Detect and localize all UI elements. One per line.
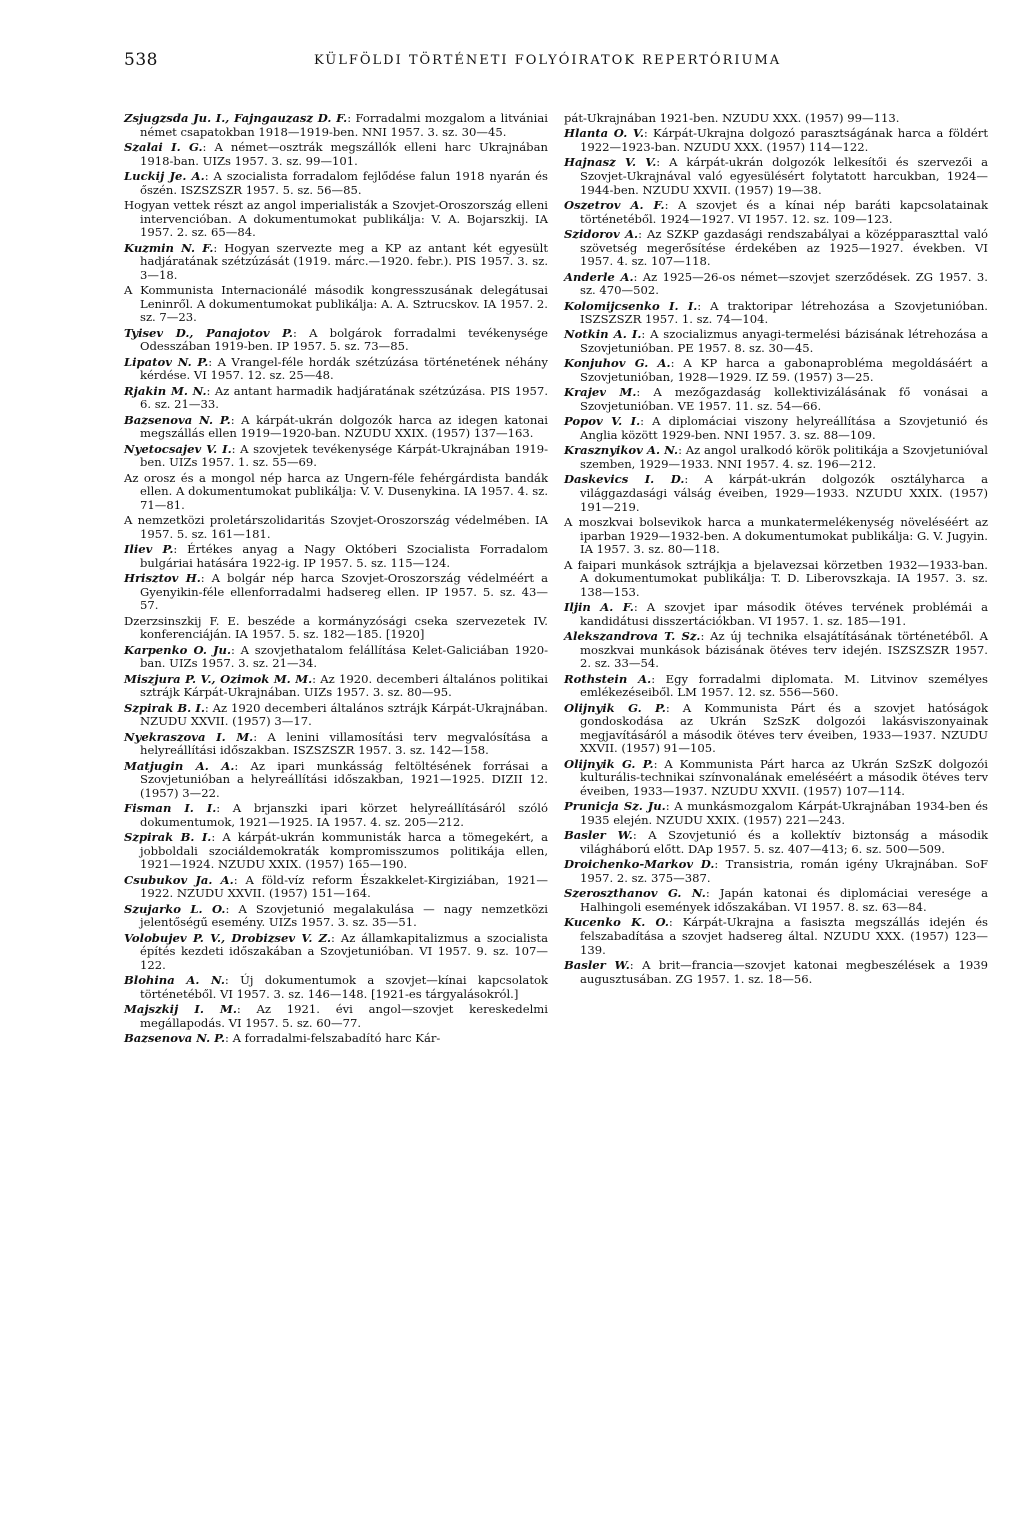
- entry-author: Szujarko L. O.: [124, 901, 226, 916]
- entry-text: Az orosz és a mongol nép harca az Ungern-féle fehérgárdista bandák ellen. A dokumentumokat publikálja: V. V. Dusenykina. IA 1957. 4. sz. 71—81.: [124, 470, 548, 512]
- entry-text: : Új dokumentumok a szovjet—kínai kapcsolatok történetéből. VI 1957. 3. sz. 146—148. [1921-es tárgyalásokról.]: [140, 973, 548, 1001]
- right-column: [564, 112, 988, 988]
- entry-author: Krajev M.: [564, 385, 637, 400]
- entry-text: : A szocializmus anyagi-termelési bázisának létrehozása a Szovjetunióban. PE 1957. 8. sz. 30—45.: [580, 327, 988, 356]
- entry-author: Volobujev P. V., Drobizsev V. Z.: [124, 930, 331, 945]
- entry-author: Iliev P.: [124, 542, 174, 557]
- left-column: [124, 112, 548, 1048]
- bibliography-entry: [564, 601, 988, 628]
- bibliography-entry: [564, 858, 988, 885]
- entry-author: Anderle A.: [564, 269, 634, 284]
- bibliography-entry: [564, 559, 988, 600]
- bibliography-entry: [124, 112, 548, 139]
- page-header: [124, 50, 904, 74]
- entry-text: : A brit—francia—szovjet katonai megbeszélések a 1939 augusztusában. ZG 1957. 1. sz. 18—56.: [580, 957, 989, 986]
- bibliography-entry: [124, 284, 548, 325]
- entry-text: : A lenini villamosítási terv megvalósítása a helyreállítási időszakban. ISZSZSZR 1957. 3. sz. 142—158.: [140, 729, 549, 758]
- bibliography-entry: [564, 112, 988, 126]
- bibliography-entry: [124, 414, 548, 441]
- bibliography-entry: [124, 644, 548, 671]
- bibliography-entry: [564, 328, 988, 355]
- bibliography-entry: [564, 702, 988, 756]
- entry-text: Hogyan vettek részt az angol imperialisták a Szovjet-Oroszország elleni intervencióban. A dokumentumokat publikálja: V. A. Bojarszkij. IA 1957. 2. sz. 65—84.: [124, 197, 548, 240]
- entry-text: : Forradalmi mozgalom a litvániai német csapatokban 1918—1919-ben. NNI 1957. 3. sz. 30—45.: [140, 111, 548, 139]
- bibliography-entry: [564, 156, 988, 197]
- bibliography-entry: [564, 300, 988, 327]
- entry-text: : Kárpát-Ukrajna a fasiszta megszállás idején és felszabadítása a szovjet hadsereg által. NZUDU XXX. (1957) 123—139.: [580, 915, 989, 957]
- entry-text: : A föld-víz reform Északkelet-Kirgiziában, 1921—1922. NZUDU XXVII. (1957) 151—164.: [140, 872, 548, 901]
- entry-text: A nemzetközi proletárszolidaritás Szovjet-Oroszország védelmében. IA 1957. 5. sz. 161—181.: [124, 513, 548, 541]
- bibliography-entry: [564, 271, 988, 298]
- entry-author: Iljin A. F.: [564, 600, 634, 615]
- bibliography-entry: [124, 472, 548, 513]
- entry-author: Hlanta O. V.: [564, 126, 644, 141]
- entry-author: Hrisztov H.: [124, 571, 201, 586]
- bibliography-entry: [124, 974, 548, 1001]
- entry-text: : Az 1920 decemberi általános sztrájk Kárpát-Ukrajnában. NZUDU XXVII. (1957) 3—17.: [140, 700, 548, 729]
- entry-text: : A KP harca a gabonaprobléma megoldásáért a Szovjetunióban, 1928—1929. IZ 59. (1957) 3—25.: [580, 356, 988, 385]
- bibliography-entry: [564, 758, 988, 799]
- entry-text: : Az ipari munkásság feltöltésének forrásai a Szovjetunióban a helyreállítási időszakban, 1921—1925. DIZII 12. (1957) 3—22.: [140, 758, 548, 800]
- entry-author: Konjuhov G. A.: [564, 356, 671, 371]
- entry-text: : A diplomáciai viszony helyreállítása a Szovjetunió és Anglia között 1929-ben. NNI 1957. 3. sz. 88—109.: [580, 414, 988, 443]
- bibliography-entry: [564, 916, 988, 957]
- entry-author: Szeroszthanov G. N.: [564, 886, 706, 901]
- bibliography-entry: [124, 327, 548, 354]
- bibliography-entry: [124, 356, 548, 383]
- entry-author: Csubukov Ja. A.: [124, 872, 234, 887]
- entry-text: : A bolgár nép harca Szovjet-Oroszország védelméért a Gyenyikin-féle ellenforradalmi hadsereg ellen. IP 1957. 5. sz. 43—57.: [140, 571, 549, 613]
- entry-author: Daskevics I. D.: [564, 472, 685, 487]
- bibliography-entry: [124, 543, 548, 570]
- bibliography-entry: [124, 170, 548, 197]
- bibliography-entry: [124, 903, 548, 930]
- entry-text: : A szovjetek tevékenysége Kárpát-Ukrajnában 1919-ben. UIZs 1957. 1. sz. 55—69.: [140, 441, 548, 470]
- entry-author: Rjakin M. N.: [124, 383, 207, 398]
- bibliography-entry: [124, 1032, 548, 1046]
- entry-text: A moszkvai bolsevikok harca a munkatermelékenység növeléséért az iparban 1929—1932-ben. A dokumentumokat publikálja: G. V. Jugyin. IA 1957. 3. sz. 80—118.: [564, 514, 988, 557]
- entry-author: Olijnyik G. P.: [564, 700, 666, 715]
- entry-text: : A traktoripar létrehozása a Szovjetunióban. ISZSZSZR 1957. 1. sz. 74—104.: [580, 298, 988, 327]
- bibliography-entry: [564, 630, 988, 671]
- entry-author: Nyekraszova I. M.: [124, 729, 254, 744]
- bibliography-entry: [564, 444, 988, 471]
- entry-text: : Japán katonai és diplomáciai veresége a Halhingoli események időszakában. VI 1957. 8. sz. 63—84.: [580, 886, 989, 914]
- entry-author: Lipatov N. P.: [124, 354, 209, 369]
- entry-text: : A szovjet ipar második ötéves tervének problémái a kandidátusi disszertációkban. VI 1957. 1. sz. 185—191.: [580, 600, 988, 628]
- bibliography-entry: [124, 199, 548, 240]
- entry-author: Tyisev D., Panajotov P.: [124, 325, 293, 340]
- bibliography-entry: [564, 887, 988, 914]
- entry-text: : Az 1925—26-os német—szovjet szerződések. ZG 1957. 3. sz. 470—502.: [580, 269, 988, 298]
- page-number: 538: [124, 50, 158, 70]
- entry-text: : Az államkapitalizmus a szocialista építés kezdeti időszakában a Szovjetunióban. VI 1957. 9. sz. 107—122.: [140, 930, 548, 972]
- entry-author: Droichenko-Markov D.: [564, 857, 715, 872]
- entry-author: Kuzmin N. F.: [124, 240, 214, 255]
- entry-author: Majszkij I. M.: [124, 1002, 237, 1017]
- entry-text: A faipari munkások sztrájkja a bjelavezsai körzetben 1932—1933-ban. A dokumentumokat publikálja: T. D. Liberovszkaja. IA 1957. 3. sz. 138—153.: [564, 557, 988, 599]
- entry-author: Rothstein A.: [564, 671, 652, 686]
- entry-author: Szpirak B. I.: [124, 700, 205, 715]
- entry-text: : Az 1920. decemberi általános politikai sztrájk Kárpát-Ukrajnában. UIZs 1957. 3. sz. 80—95.: [140, 671, 548, 700]
- bibliography-entry: [564, 673, 988, 700]
- entry-author: Luckij Je. A.: [124, 168, 205, 183]
- entry-text: : A bolgárok forradalmi tevékenysége Odesszában 1919-ben. IP 1957. 5. sz. 73—85.: [140, 325, 548, 354]
- entry-author: Notkin A. I.: [564, 327, 642, 342]
- entry-text: : A német—osztrák megszállók elleni harc Ukrajnában 1918-ban. UIZs 1957. 3. sz. 99—101.: [140, 139, 548, 168]
- bibliography-entry: [564, 127, 988, 154]
- bibliography-entry: [124, 673, 548, 700]
- entry-author: Bazsenova N. P.: [124, 412, 231, 427]
- entry-author: Karpenko O. Ju.: [124, 642, 231, 657]
- bibliography-entry: [124, 1003, 548, 1030]
- entry-author: Matjugin A. A.: [124, 758, 235, 773]
- bibliography-entry: [564, 516, 988, 557]
- entry-text: : A kárpát-ukrán kommunisták harca a tömegekért, a jobboldali szociáldemokraták kompromisszumos politikája ellen, 1921—1924. NZUDU XXIX. (1957) 165—190.: [140, 830, 548, 872]
- entry-text: pát-Ukrajnában 1921-ben. NZUDU XXX. (1957) 99—113.: [564, 111, 900, 125]
- entry-author: Bazsenova N. P.: [124, 1031, 226, 1046]
- entry-author: Zsjugzsda Ju. I., Fajngauzasz D. F.: [124, 111, 348, 125]
- entry-text: : A Kommunista Párt és a szovjet hatóságok gondoskodása az Ukrán SzSzK dolgozói lakásviszonyainak megjavításáról a második ötéves terv éveiben, 1933—1937. NZUDU XXVII. (1957) 91—105.: [580, 700, 988, 756]
- bibliography-entry: [124, 572, 548, 613]
- bibliography-entry: [564, 473, 988, 514]
- entry-text: : A Szovjetunió és a kollektív biztonság a második világháború előtt. DAp 1957. 5. sz. 407—413; 6. sz. 500—509.: [580, 828, 988, 857]
- entry-author: Popov V. I.: [564, 414, 641, 429]
- entry-text: : Értékes anyag a Nagy Októberi Szocialista Forradalom bulgáriai hatására 1922-ig. IP 1957. 5. sz. 115—124.: [140, 542, 549, 570]
- entry-author: Basler W.: [564, 957, 630, 972]
- entry-author: Prunicja Sz. Ju.: [564, 799, 666, 814]
- bibliography-entry: [564, 829, 988, 856]
- bibliography-entry: [564, 800, 988, 827]
- bibliography-entry: [564, 357, 988, 384]
- bibliography-entry: [124, 831, 548, 872]
- bibliography-entry: [564, 199, 988, 226]
- entry-text: : A Szovjetunió megalakulása — nagy nemzetközi jelentőségű esemény. UIZs 1957. 3. sz. 35—51.: [140, 901, 548, 930]
- bibliography-entry: [124, 702, 548, 729]
- entry-author: Oszetrov A. F.: [564, 197, 665, 212]
- entry-text: : A szovjet és a kínai nép baráti kapcsolatainak történetéből. 1924—1927. VI 1957. 12. sz. 109—123.: [580, 197, 988, 226]
- bibliography-entry: [124, 731, 548, 758]
- entry-author: Szidorov A.: [564, 226, 639, 241]
- entry-text: : Hogyan szervezte meg a KP az antant két egyesült hadjáratának szétzúzását (1919. márc.—1920. febr.). PIS 1957. 3. sz. 3—18.: [140, 240, 548, 282]
- entry-text: : A szocialista forradalom fejlődése falun 1918 nyarán és őszén. ISZSZSZR 1957. 5. sz. 56—85.: [140, 168, 548, 197]
- entry-text: : Az SZKP gazdasági rendszabályai a középparaszttal való szövetség megerősítése érdekében az 1925—1927. években. VI 1957. 4. sz. 107—118.: [580, 226, 988, 269]
- entry-text: : A szovjethatalom felállítása Kelet-Galiciában 1920-ban. UIZs 1957. 3. sz. 21—34.: [140, 642, 548, 671]
- entry-author: Miszjura P. V., Ozimok M. M.: [124, 671, 313, 686]
- entry-author: Fisman I. I.: [124, 801, 217, 816]
- bibliography-entry: [124, 932, 548, 973]
- entry-text: : A Kommunista Párt harca az Ukrán SzSzK dolgozói kulturális-technikai színvonalának emeléséért a második ötéves terv éveiben, 1933—1937. NZUDU XXVII. (1957) 107—114.: [580, 756, 988, 799]
- entry-text: : Egy forradalmi diplomata. M. Litvinov személyes emlékezéseiből. LM 1957. 12. sz. 556—560.: [580, 671, 988, 700]
- bibliography-entry: [124, 385, 548, 412]
- entry-author: Kolomijcsenko I. I.: [564, 298, 698, 313]
- entry-author: Blohina A. N.: [124, 973, 225, 988]
- entry-text: : A forradalmi-felszabadító harc Kár-: [225, 1031, 441, 1046]
- bibliography-entry: [124, 802, 548, 829]
- bibliography-entry: [124, 760, 548, 801]
- entry-author: Basler W.: [564, 828, 633, 843]
- entry-text: : A kárpát-ukrán dolgozók lelkesítői és szervezői a Szovjet-Ukrajnával való egyesülésért folytatott harcukban, 1924—1944-ben. NZUDU XXVII. (1957) 19—38.: [580, 155, 988, 197]
- bibliography-entry: [564, 415, 988, 442]
- entry-text: : Az angol uralkodó körök politikája a Szovjetunióval szemben, 1929—1933. NNI 1957. 4. sz. 196—212.: [580, 443, 988, 472]
- entry-text: : A munkásmozgalom Kárpát-Ukrajnában 1934-ben és 1935 elején. NZUDU XXIX. (1957) 221—243.: [580, 799, 989, 828]
- bibliography-entry: [124, 443, 548, 470]
- entry-author: Szpirak B. I.: [124, 830, 212, 845]
- entry-text: : Transistria, román igény Ukrajnában. SoF 1957. 2. sz. 375—387.: [580, 857, 988, 885]
- entry-text: : A Vrangel-féle hordák szétzúzása történetének néhány kérdése. VI 1957. 12. sz. 25—48.: [140, 354, 548, 383]
- entry-author: Szalai I. G.: [124, 139, 203, 154]
- entry-author: Hajnasz V. V.: [564, 155, 657, 170]
- entry-text: : Kárpát-Ukrajna dolgozó parasztságának harca a földért 1922—1923-ban. NZUDU XXX. (1957) 114—122.: [580, 126, 988, 154]
- entry-text: : Az új technika elsajátításának történetéből. A moszkvai munkások bázisának ötéves terv idején. ISZSZSZR 1957. 2. sz. 33—54.: [580, 629, 988, 671]
- entry-text: : A kárpát-ukrán dolgozók harca az idegen katonai megszállás ellen 1919—1920-ban. NZUDU XXIX. (1957) 137—163.: [140, 412, 548, 441]
- entry-text: : A kárpát-ukrán dolgozók osztályharca a világgazdasági válság éveiben, 1929—1933. NZUDU XXIX. (1957) 191—219.: [580, 472, 988, 514]
- bibliography-entry: [124, 874, 548, 901]
- entry-text: : Az 1921. évi angol—szovjet kereskedelmi megállapodás. VI 1957. 5. sz. 60—77.: [140, 1002, 548, 1030]
- bibliography-entry: [124, 141, 548, 168]
- running-head: KÜLFÖLDI TÖRTÉNETI FOLYÓIRATOK REPERTÓRIUMA: [314, 53, 782, 68]
- entry-text: : Az antant harmadik hadjáratának szétzúzása. PIS 1957. 6. sz. 21—33.: [140, 383, 548, 412]
- bibliography-entry: [124, 242, 548, 283]
- entry-author: Kucenko K. O.: [564, 915, 669, 930]
- entry-author: Nyetocsajev V. I.: [124, 441, 232, 456]
- entry-text: Dzerzsinszkij F. E. beszéde a kormányzósági cseka szervezetek IV. konferenciáján. IA 1957. 5. sz. 182—185. [1920]: [124, 613, 548, 642]
- bibliography-entry: [564, 386, 988, 413]
- entry-author: Olijnyik G. P.: [564, 756, 654, 771]
- entry-text: : A mezőgazdaság kollektivizálásának fő vonásai a Szovjetunióban. VE 1957. 11. sz. 54—66.: [580, 385, 988, 414]
- bibliography-entry: [124, 615, 548, 642]
- entry-author: Krasznyikov A. N.: [564, 443, 679, 458]
- entry-text: : A brjanszki ipari körzet helyreállításáról szóló dokumentumok, 1921—1925. IA 1957. 4. sz. 205—212.: [140, 801, 548, 829]
- entry-author: Alekszandrova T. Sz.: [564, 629, 701, 644]
- bibliography-entry: [124, 514, 548, 541]
- entry-text: A Kommunista Internacionálé második kongresszusának delegátusai Leninről. A dokumentumokat publikálja: A. A. Sztrucskov. IA 1957. 2. sz. 7—23.: [124, 283, 548, 325]
- bibliography-entry: [564, 959, 988, 986]
- bibliography-entry: [564, 228, 988, 269]
